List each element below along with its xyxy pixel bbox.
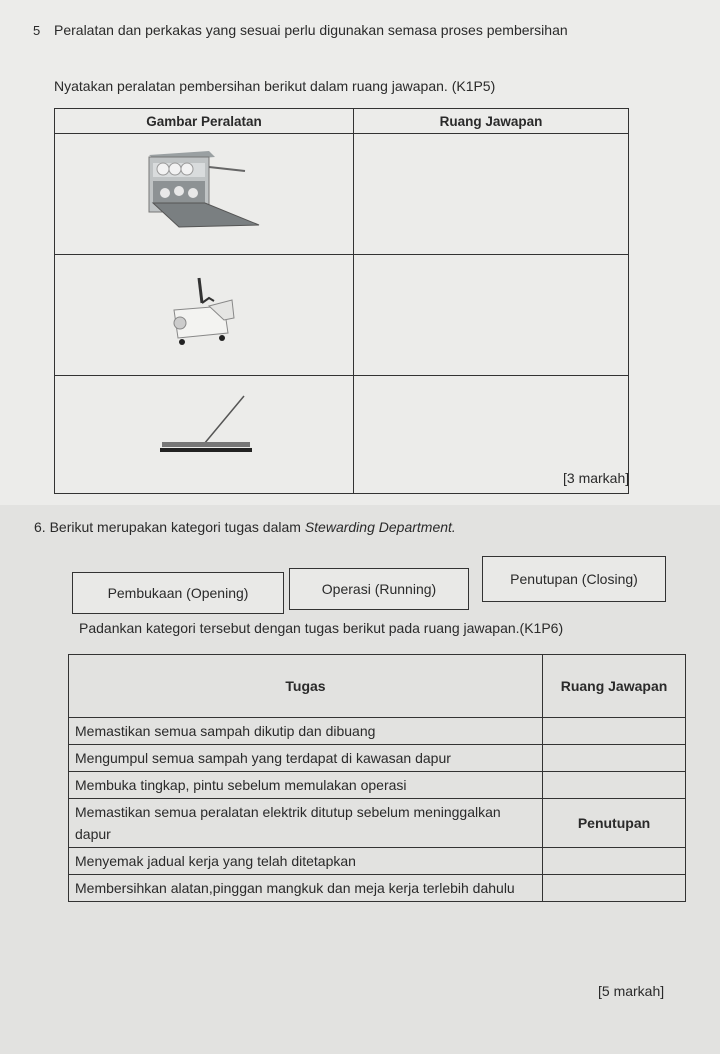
task-matching-table xyxy=(68,654,686,902)
task-cell: Membersihkan alatan,pinggan mangkuk dan meja kerja terlebih dahulu xyxy=(69,875,543,902)
question-6-italic: Stewarding Department. xyxy=(304,519,456,535)
equipment-image-cell xyxy=(55,376,354,494)
table-row xyxy=(69,745,686,772)
question-5-instruction: Nyatakan peralatan pembersihan berikut dalam ruang jawapan. (K1P5) xyxy=(54,78,496,94)
task-cell: Memastikan semua sampah dikutip dan dibuang xyxy=(69,718,543,745)
col-header-task: Tugas xyxy=(69,655,543,718)
task-cell: Menyemak jadual kerja yang telah ditetapkan xyxy=(69,848,543,875)
task-cell: Memastikan semua peralatan elektrik ditutup sebelum meninggalkan dapur xyxy=(69,799,543,848)
task-cell: Membuka tingkap, pintu sebelum memulakan operasi xyxy=(69,772,543,799)
question-5-text: Peralatan dan perkakas yang sesuai perlu digunakan semasa proses pembersihan xyxy=(54,22,568,38)
mop-bucket-icon xyxy=(154,268,254,358)
question-6-text xyxy=(34,519,456,535)
answer-cell[interactable] xyxy=(543,745,686,772)
answer-cell[interactable] xyxy=(543,718,686,745)
table-row xyxy=(69,772,686,799)
question-6-instruction: Padankan kategori tersebut dengan tugas berikut pada ruang jawapan.(K1P6) xyxy=(79,620,564,636)
col-header-answer: Ruang Jawapan xyxy=(354,109,629,134)
category-opening: Pembukaan (Opening) xyxy=(72,572,284,614)
answer-cell[interactable] xyxy=(354,255,629,376)
answer-cell[interactable]: Penutupan xyxy=(543,799,686,848)
task-cell: Mengumpul semua sampah yang terdapat di kawasan dapur xyxy=(69,745,543,772)
question-5-marks: [3 markah] xyxy=(563,470,630,486)
answer-cell[interactable] xyxy=(543,875,686,902)
col-header-answer: Ruang Jawapan xyxy=(543,655,686,718)
answer-cell[interactable] xyxy=(354,134,629,255)
table-row xyxy=(69,718,686,745)
answer-cell[interactable] xyxy=(543,848,686,875)
col-header-image: Gambar Peralatan xyxy=(55,109,354,134)
squeegee-icon xyxy=(144,392,264,472)
dishwasher-icon xyxy=(139,147,269,237)
table-row xyxy=(69,799,686,848)
equipment-table xyxy=(54,108,629,494)
question-5-number: 5 xyxy=(33,23,41,38)
question-6-prefix: Berikut merupakan kategori tugas dalam xyxy=(49,519,305,535)
question-6-marks: [5 markah] xyxy=(598,983,665,999)
category-closing: Penutupan (Closing) xyxy=(482,556,666,602)
answer-cell[interactable] xyxy=(543,772,686,799)
category-running: Operasi (Running) xyxy=(289,568,469,610)
table-row xyxy=(69,875,686,902)
table-row xyxy=(69,848,686,875)
equipment-image-cell xyxy=(55,255,354,376)
equipment-image-cell xyxy=(55,134,354,255)
question-6-number: 6. xyxy=(34,519,46,535)
